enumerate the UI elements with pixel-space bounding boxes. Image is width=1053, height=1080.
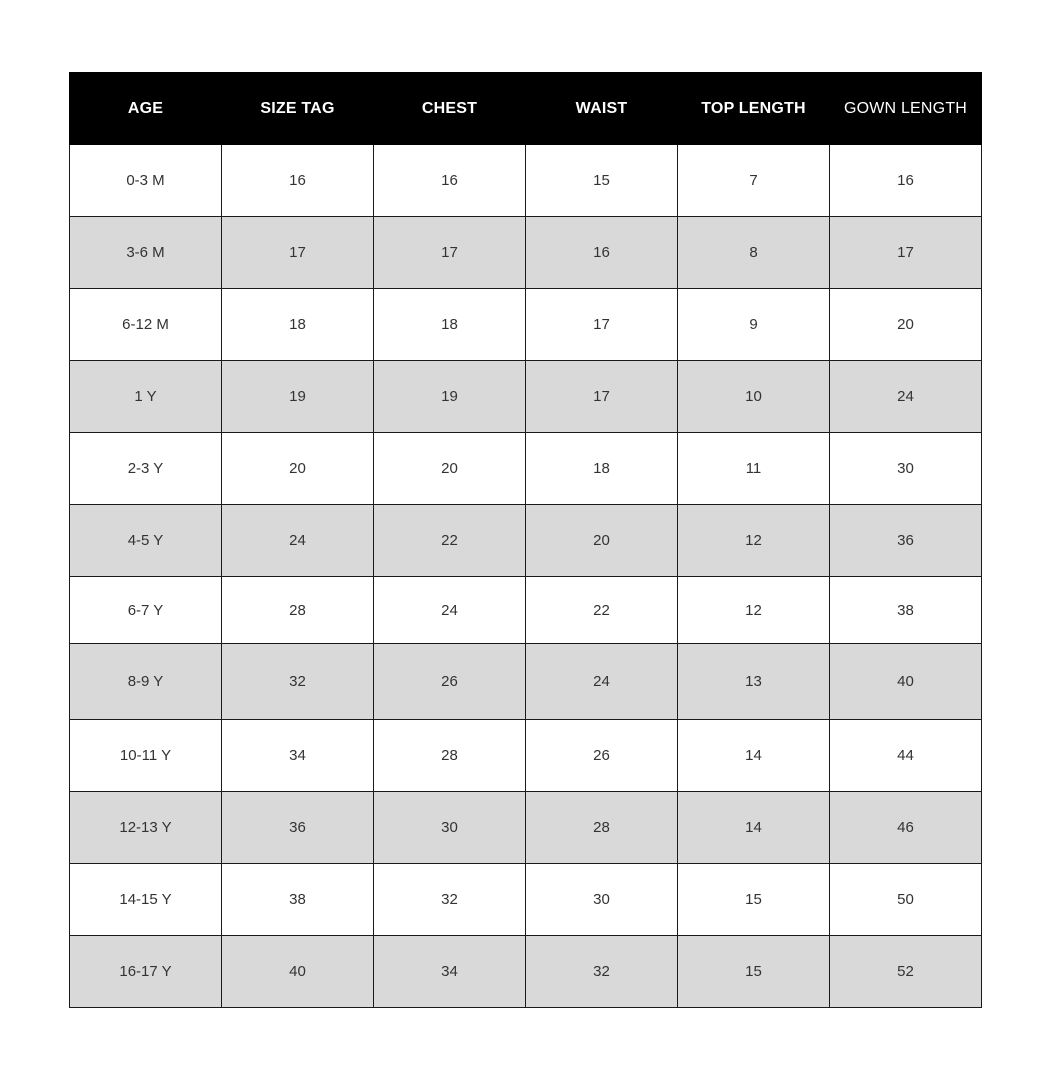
cell-size-tag: 20 — [222, 433, 374, 505]
table-body — [70, 145, 982, 1008]
cell-size-tag: 38 — [222, 864, 374, 936]
table-row — [70, 505, 982, 577]
table-row — [70, 289, 982, 361]
cell-top-length: 13 — [678, 644, 830, 720]
cell-waist: 20 — [526, 505, 678, 577]
cell-gown-length: 38 — [830, 577, 982, 644]
cell-age: 6-7 Y — [70, 577, 222, 644]
cell-size-tag: 17 — [222, 217, 374, 289]
cell-gown-length: 17 — [830, 217, 982, 289]
cell-size-tag: 40 — [222, 936, 374, 1008]
cell-gown-length: 52 — [830, 936, 982, 1008]
table-row — [70, 145, 982, 217]
cell-size-tag: 36 — [222, 792, 374, 864]
cell-chest: 34 — [374, 936, 526, 1008]
cell-top-length: 14 — [678, 792, 830, 864]
cell-size-tag: 34 — [222, 720, 374, 792]
cell-chest: 19 — [374, 361, 526, 433]
cell-size-tag: 24 — [222, 505, 374, 577]
header-row — [70, 73, 982, 145]
cell-size-tag: 32 — [222, 644, 374, 720]
cell-waist: 17 — [526, 289, 678, 361]
cell-chest: 17 — [374, 217, 526, 289]
cell-age: 10-11 Y — [70, 720, 222, 792]
cell-gown-length: 16 — [830, 145, 982, 217]
cell-age: 6-12 M — [70, 289, 222, 361]
cell-size-tag: 16 — [222, 145, 374, 217]
cell-gown-length: 50 — [830, 864, 982, 936]
cell-top-length: 12 — [678, 577, 830, 644]
header-age: AGE — [70, 73, 222, 145]
cell-size-tag: 19 — [222, 361, 374, 433]
cell-age: 4-5 Y — [70, 505, 222, 577]
cell-waist: 24 — [526, 644, 678, 720]
cell-size-tag: 18 — [222, 289, 374, 361]
cell-age: 14-15 Y — [70, 864, 222, 936]
cell-waist: 16 — [526, 217, 678, 289]
cell-age: 1 Y — [70, 361, 222, 433]
cell-gown-length: 20 — [830, 289, 982, 361]
header-gown-length: GOWN LENGTH — [830, 73, 982, 145]
cell-gown-length: 30 — [830, 433, 982, 505]
cell-top-length: 12 — [678, 505, 830, 577]
cell-gown-length: 40 — [830, 644, 982, 720]
cell-chest: 18 — [374, 289, 526, 361]
cell-gown-length: 24 — [830, 361, 982, 433]
table-row — [70, 217, 982, 289]
cell-waist: 18 — [526, 433, 678, 505]
cell-gown-length: 44 — [830, 720, 982, 792]
cell-top-length: 11 — [678, 433, 830, 505]
cell-waist: 30 — [526, 864, 678, 936]
cell-age: 3-6 M — [70, 217, 222, 289]
table-row — [70, 792, 982, 864]
header-chest: CHEST — [374, 73, 526, 145]
cell-waist: 22 — [526, 577, 678, 644]
cell-waist: 28 — [526, 792, 678, 864]
cell-top-length: 8 — [678, 217, 830, 289]
cell-top-length: 7 — [678, 145, 830, 217]
cell-chest: 28 — [374, 720, 526, 792]
size-chart-table — [69, 72, 982, 1008]
cell-chest: 20 — [374, 433, 526, 505]
cell-chest: 22 — [374, 505, 526, 577]
cell-gown-length: 36 — [830, 505, 982, 577]
cell-gown-length: 46 — [830, 792, 982, 864]
table-row — [70, 864, 982, 936]
cell-chest: 16 — [374, 145, 526, 217]
table-row — [70, 720, 982, 792]
cell-top-length: 10 — [678, 361, 830, 433]
cell-chest: 26 — [374, 644, 526, 720]
cell-age: 8-9 Y — [70, 644, 222, 720]
cell-age: 16-17 Y — [70, 936, 222, 1008]
cell-age: 12-13 Y — [70, 792, 222, 864]
cell-chest: 30 — [374, 792, 526, 864]
cell-size-tag: 28 — [222, 577, 374, 644]
cell-top-length: 15 — [678, 936, 830, 1008]
cell-top-length: 14 — [678, 720, 830, 792]
header-top-length: TOP LENGTH — [678, 73, 830, 145]
header-size-tag: SIZE TAG — [222, 73, 374, 145]
cell-age: 0-3 M — [70, 145, 222, 217]
cell-top-length: 9 — [678, 289, 830, 361]
table-row — [70, 433, 982, 505]
cell-chest: 24 — [374, 577, 526, 644]
header-waist: WAIST — [526, 73, 678, 145]
table-row — [70, 577, 982, 644]
cell-chest: 32 — [374, 864, 526, 936]
table-row — [70, 644, 982, 720]
cell-waist: 26 — [526, 720, 678, 792]
cell-waist: 17 — [526, 361, 678, 433]
table-row — [70, 936, 982, 1008]
cell-age: 2-3 Y — [70, 433, 222, 505]
cell-waist: 15 — [526, 145, 678, 217]
cell-waist: 32 — [526, 936, 678, 1008]
table-header — [70, 73, 982, 145]
cell-top-length: 15 — [678, 864, 830, 936]
table-row — [70, 361, 982, 433]
